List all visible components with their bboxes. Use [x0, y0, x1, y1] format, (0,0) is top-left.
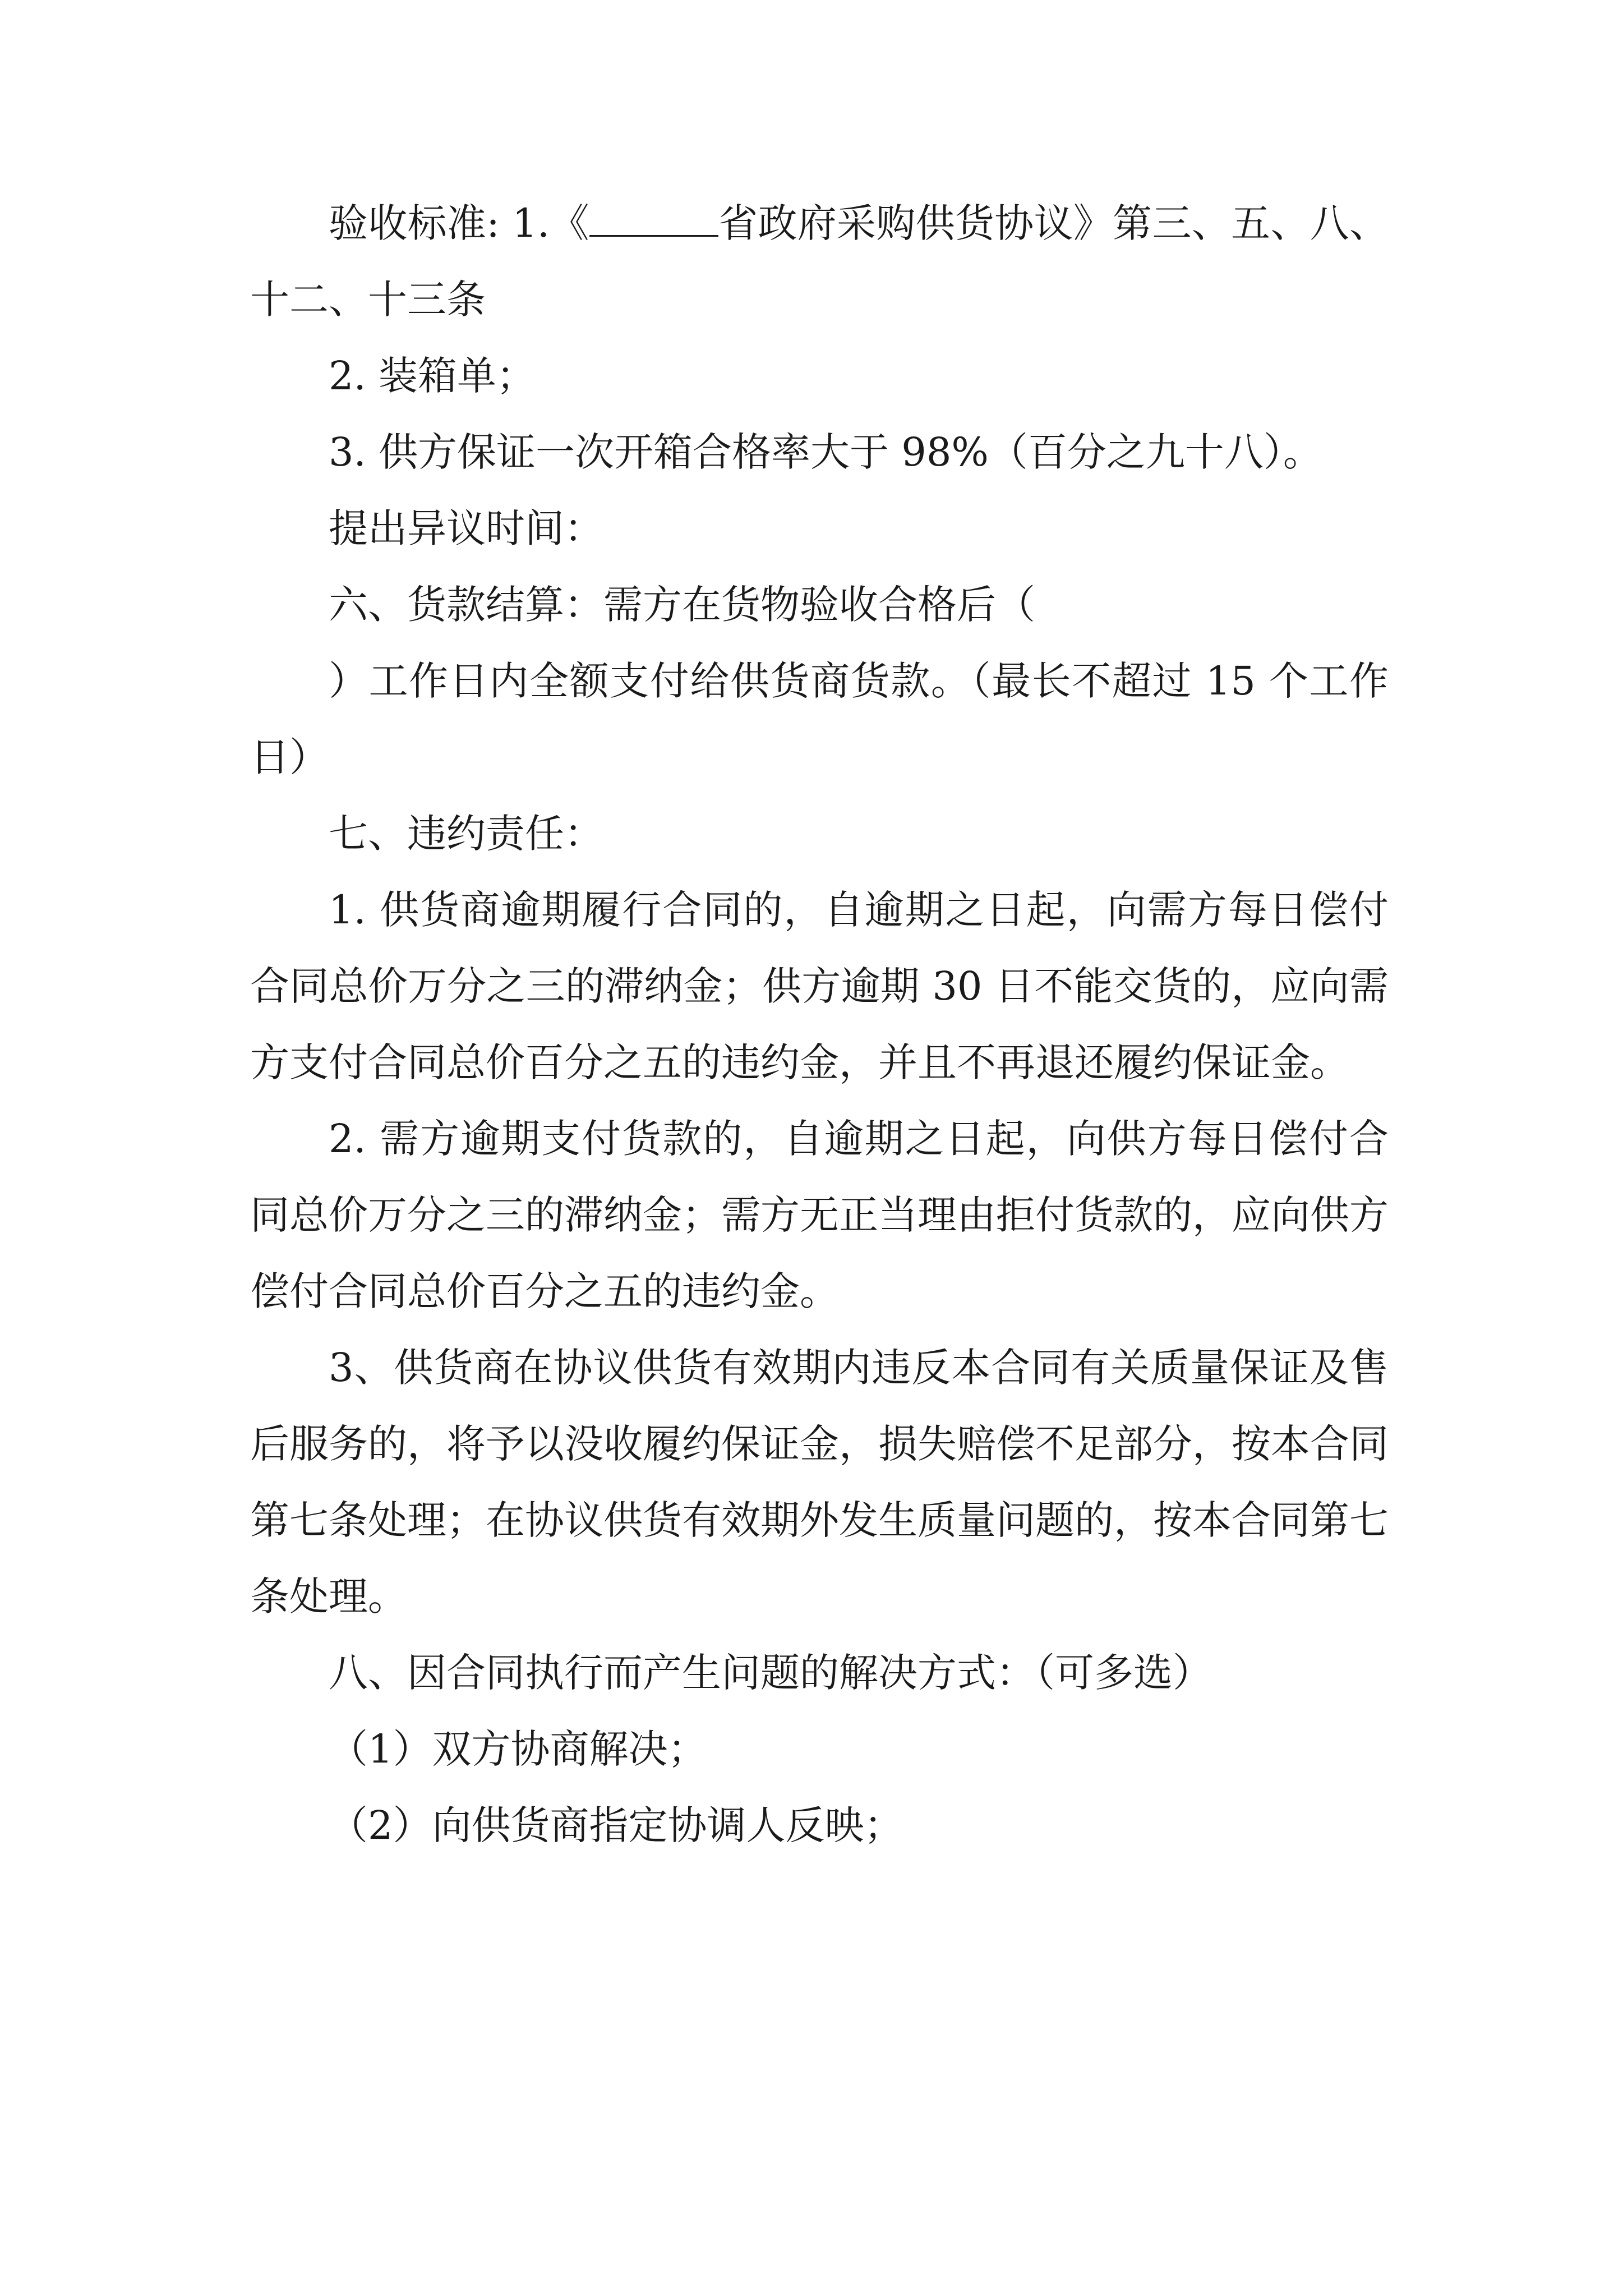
acceptance-item-packing-list: 2. 装箱单； [329, 353, 536, 399]
document-body [250, 185, 1389, 1864]
acceptance-standard-prefix: 验收标准: 1.《 [329, 200, 589, 246]
dispute-option-2: （2）向供货商指定协调人反映； [329, 1802, 903, 1848]
acceptance-item-pass-rate: 3. 供方保证一次开箱合格率大于 98%（百分之九十八）。 [329, 429, 1322, 475]
breach-clause-1: 1. 供货商逾期履行合同的，自逾期之日起，向需方每日偿付合同总价万分之三的滞纳金；供方逾期 30 日不能交货的，应向需方支付合同总价百分之五的违约金，并且不再退还履约保证金。 [250, 887, 1389, 1085]
breach-clause-2: 2. 需方逾期支付货款的，自逾期之日起，向供方每日偿付合同总价万分之三的滞纳金；需方无正当理由拒付货款的，应向供方偿付合同总价百分之五的违约金。 [250, 1116, 1389, 1314]
acceptance-standard-paragraph [250, 185, 1389, 338]
breach-heading: 七、违约责任： [329, 811, 603, 857]
objection-time-paragraph: 提出异议时间： [329, 505, 603, 551]
dispute-resolution-heading: 八、因合同执行而产生问题的解决方式：（可多选） [329, 1650, 1212, 1696]
acceptance-standard-suffix: 省政府采购供货协议》第三、五、八、十二、十三条 [250, 200, 1389, 323]
settlement-paragraph-line1: 六、货款结算：需方在货物验收合格后（ [329, 582, 1035, 628]
dispute-option-1: （1）双方协商解决； [329, 1726, 707, 1772]
province-blank-line [589, 200, 718, 237]
settlement-paragraph-line2: ）工作日内全额支付给供货商货款。（最长不超过 15 个工作日） [250, 658, 1389, 780]
breach-clause-3: 3、供货商在协议供货有效期内违反本合同有关质量保证及售后服务的，将予以没收履约保证金，损失赔偿不足部分，按本合同第七条处理；在协议供货有效期外发生质量问题的，按本合同第七条处理。 [250, 1345, 1389, 1619]
